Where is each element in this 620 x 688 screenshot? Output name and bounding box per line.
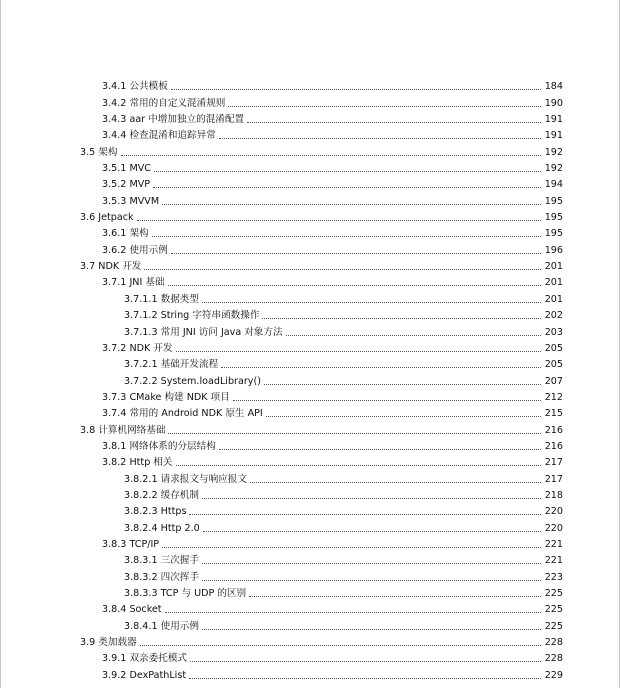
toc-entry-title: 3.5.1 MVC bbox=[102, 163, 151, 175]
toc-entry-page-number: 194 bbox=[544, 179, 563, 191]
toc-entry-title: 3.7 NDK 开发 bbox=[80, 261, 142, 273]
table-of-contents bbox=[1, 76, 620, 681]
toc-entry[interactable] bbox=[1, 288, 620, 304]
toc-entry-title: 3.6.1 架构 bbox=[102, 228, 149, 240]
toc-entry[interactable] bbox=[1, 387, 620, 403]
toc-entry-page-number: 217 bbox=[544, 473, 563, 485]
toc-entry-page-number: 220 bbox=[544, 522, 563, 534]
toc-entry-page-number: 190 bbox=[544, 97, 563, 109]
toc-entry-page-number: 225 bbox=[544, 620, 563, 632]
toc-entry-page-number: 216 bbox=[544, 424, 563, 436]
toc-entry[interactable] bbox=[1, 468, 620, 484]
dot-leader bbox=[189, 678, 541, 679]
dot-leader bbox=[140, 645, 541, 646]
dot-leader bbox=[203, 531, 541, 532]
dot-leader bbox=[137, 220, 541, 221]
toc-entry[interactable] bbox=[1, 223, 620, 239]
toc-entry-title: 3.6.2 使用示例 bbox=[102, 244, 168, 256]
toc-entry-title: 3.8.2.3 Https bbox=[124, 506, 187, 518]
toc-entry[interactable] bbox=[1, 109, 620, 125]
dot-leader bbox=[162, 204, 541, 205]
dot-leader bbox=[286, 335, 541, 336]
toc-entry[interactable] bbox=[1, 485, 620, 501]
toc-entry[interactable] bbox=[1, 305, 620, 321]
toc-entry-title: 3.7.4 常用的 Android NDK 原生 API bbox=[102, 408, 263, 420]
toc-entry-title: 3.7.1.1 数据类型 bbox=[124, 293, 199, 305]
dot-leader bbox=[202, 563, 541, 564]
toc-entry-title: 3.8.1 网络体系的分层结构 bbox=[102, 440, 216, 452]
toc-entry-title: 3.7.1.2 String 字符串函数操作 bbox=[124, 310, 260, 322]
toc-entry-page-number: 195 bbox=[544, 228, 563, 240]
toc-entry[interactable] bbox=[1, 436, 620, 452]
toc-entry-title: 3.8.3.1 三次握手 bbox=[124, 555, 199, 567]
toc-entry-page-number: 218 bbox=[544, 489, 563, 501]
toc-entry[interactable] bbox=[1, 190, 620, 206]
toc-entry-title: 3.8.2.1 请求报文与响应报文 bbox=[124, 473, 247, 485]
toc-entry[interactable] bbox=[1, 354, 620, 370]
toc-entry-page-number: 195 bbox=[544, 212, 563, 224]
toc-entry-title: 3.9.2 DexPathList bbox=[102, 669, 187, 681]
dot-leader bbox=[154, 171, 541, 172]
dot-leader bbox=[202, 302, 541, 303]
dot-leader bbox=[190, 661, 541, 662]
toc-entry-title: 3.4.1 公共模板 bbox=[102, 81, 168, 93]
toc-entry-title: 3.4.4 检查混淆和追踪异常 bbox=[102, 130, 216, 142]
toc-entry[interactable] bbox=[1, 92, 620, 108]
dot-leader bbox=[189, 514, 541, 515]
toc-entry-title: 3.7.2 NDK 开发 bbox=[102, 342, 173, 354]
dot-leader bbox=[144, 269, 541, 270]
toc-entry-title: 3.6 Jetpack bbox=[80, 212, 134, 224]
toc-entry-title: 3.7.2.2 System.loadLibrary() bbox=[124, 375, 261, 387]
toc-entry[interactable] bbox=[1, 566, 620, 582]
dot-leader bbox=[266, 416, 541, 417]
dot-leader bbox=[176, 351, 541, 352]
toc-entry-title: 3.8.3 TCP/IP bbox=[102, 538, 160, 550]
toc-entry-page-number: 203 bbox=[544, 326, 563, 338]
toc-entry-page-number: 202 bbox=[544, 310, 563, 322]
dot-leader bbox=[168, 285, 541, 286]
toc-entry-title: 3.7.2.1 基础开发流程 bbox=[124, 359, 219, 371]
toc-entry-title: 3.8.2.2 缓存机制 bbox=[124, 489, 199, 501]
dot-leader bbox=[165, 612, 541, 613]
toc-entry-title: 3.5 架构 bbox=[80, 146, 118, 158]
dot-leader bbox=[202, 580, 541, 581]
dot-leader bbox=[152, 236, 541, 237]
toc-entry-page-number: 217 bbox=[544, 457, 563, 469]
toc-entry-page-number: 229 bbox=[544, 669, 563, 681]
toc-entry-title: 3.8.3.3 TCP 与 UDP 的区别 bbox=[124, 588, 247, 599]
toc-entry[interactable] bbox=[1, 321, 620, 337]
toc-entry[interactable] bbox=[1, 550, 620, 566]
toc-entry[interactable] bbox=[1, 174, 620, 190]
toc-entry[interactable] bbox=[1, 419, 620, 435]
toc-entry-page-number: 216 bbox=[544, 440, 563, 452]
toc-entry-title: 3.4.3 aar 中增加独立的混淆配置 bbox=[102, 114, 245, 126]
toc-entry-page-number: 228 bbox=[544, 637, 563, 649]
toc-entry[interactable] bbox=[1, 125, 620, 141]
toc-entry[interactable] bbox=[1, 403, 620, 419]
toc-entry-title: 3.8.2.4 Http 2.0 bbox=[124, 522, 200, 534]
dot-leader bbox=[202, 629, 541, 630]
toc-entry[interactable] bbox=[1, 599, 620, 615]
dot-leader bbox=[247, 122, 541, 123]
toc-entry[interactable] bbox=[1, 338, 620, 354]
dot-leader bbox=[219, 449, 541, 450]
toc-entry-page-number: 207 bbox=[544, 375, 563, 387]
toc-entry-page-number: 225 bbox=[544, 588, 563, 599]
dot-leader bbox=[153, 187, 541, 188]
toc-entry-title: 3.4.2 常用的自定义混淆规则 bbox=[102, 97, 226, 109]
dot-leader bbox=[228, 106, 541, 107]
toc-entry-title: 3.8.2 Http 相关 bbox=[102, 457, 173, 469]
toc-entry-page-number: 195 bbox=[544, 195, 563, 207]
dot-leader bbox=[202, 498, 541, 499]
toc-entry-page-number: 184 bbox=[544, 81, 563, 93]
dot-leader bbox=[162, 547, 541, 548]
toc-entry-page-number: 201 bbox=[544, 261, 563, 273]
toc-entry-page-number: 191 bbox=[544, 130, 563, 142]
toc-entry[interactable] bbox=[1, 583, 620, 599]
toc-entry-page-number: 192 bbox=[544, 163, 563, 175]
toc-entry[interactable] bbox=[1, 272, 620, 288]
toc-entry-page-number: 201 bbox=[544, 293, 563, 305]
dot-leader bbox=[171, 89, 541, 90]
toc-entry[interactable] bbox=[1, 501, 620, 517]
toc-entry-page-number: 223 bbox=[544, 571, 563, 583]
dot-leader bbox=[121, 155, 542, 156]
toc-entry[interactable] bbox=[1, 534, 620, 550]
toc-entry-page-number: 228 bbox=[544, 653, 563, 665]
toc-entry-title: 3.5.3 MVVM bbox=[102, 195, 160, 207]
toc-entry-title: 3.7.1 JNI 基础 bbox=[102, 277, 165, 289]
toc-entry[interactable] bbox=[1, 239, 620, 255]
toc-entry-title: 3.8.3.2 四次挥手 bbox=[124, 571, 199, 583]
toc-entry[interactable] bbox=[1, 517, 620, 533]
toc-entry-page-number: 191 bbox=[544, 114, 563, 126]
toc-entry-page-number: 220 bbox=[544, 506, 563, 518]
toc-entry[interactable] bbox=[1, 207, 620, 223]
toc-entry-page-number: 221 bbox=[544, 555, 563, 567]
dot-leader bbox=[221, 367, 541, 368]
toc-entry[interactable] bbox=[1, 452, 620, 468]
toc-entry-title: 3.7.1.3 常用 JNI 访问 Java 对象方法 bbox=[124, 326, 283, 338]
toc-entry-title: 3.9.1 双亲委托模式 bbox=[102, 653, 188, 665]
toc-entry-page-number: 221 bbox=[544, 538, 563, 550]
dot-leader bbox=[176, 465, 541, 466]
toc-entry-page-number: 205 bbox=[544, 342, 563, 354]
toc-entry-page-number: 192 bbox=[544, 146, 563, 158]
toc-entry-title: 3.5.2 MVP bbox=[102, 179, 151, 191]
dot-leader bbox=[250, 482, 541, 483]
toc-entry[interactable] bbox=[1, 648, 620, 664]
toc-entry-page-number: 212 bbox=[544, 391, 563, 403]
toc-entry-title: 3.8.4.1 使用示例 bbox=[124, 620, 199, 632]
toc-entry-page-number: 215 bbox=[544, 408, 563, 420]
dot-leader bbox=[233, 400, 541, 401]
toc-entry-page-number: 205 bbox=[544, 359, 563, 371]
dot-leader bbox=[171, 253, 541, 254]
toc-entry[interactable] bbox=[1, 256, 620, 272]
toc-entry[interactable] bbox=[1, 158, 620, 174]
toc-entry[interactable] bbox=[1, 615, 620, 631]
dot-leader bbox=[262, 318, 541, 319]
toc-entry-title: 3.8 计算机网络基础 bbox=[80, 424, 166, 436]
toc-entry[interactable] bbox=[1, 141, 620, 157]
toc-entry[interactable] bbox=[1, 76, 620, 92]
toc-entry-title: 3.7.3 CMake 构建 NDK 项目 bbox=[102, 391, 230, 403]
dot-leader bbox=[219, 138, 541, 139]
toc-entry-page-number: 196 bbox=[544, 244, 563, 256]
toc-entry[interactable] bbox=[1, 632, 620, 648]
toc-entry-title: 3.8.4 Socket bbox=[102, 604, 162, 616]
toc-entry-title: 3.9 类加载器 bbox=[80, 637, 137, 649]
dot-leader bbox=[249, 596, 541, 597]
toc-entry[interactable] bbox=[1, 370, 620, 386]
dot-leader bbox=[168, 433, 541, 434]
toc-entry[interactable] bbox=[1, 664, 620, 680]
toc-entry-page-number: 201 bbox=[544, 277, 563, 289]
dot-leader bbox=[264, 384, 541, 385]
toc-entry-page-number: 225 bbox=[544, 604, 563, 616]
